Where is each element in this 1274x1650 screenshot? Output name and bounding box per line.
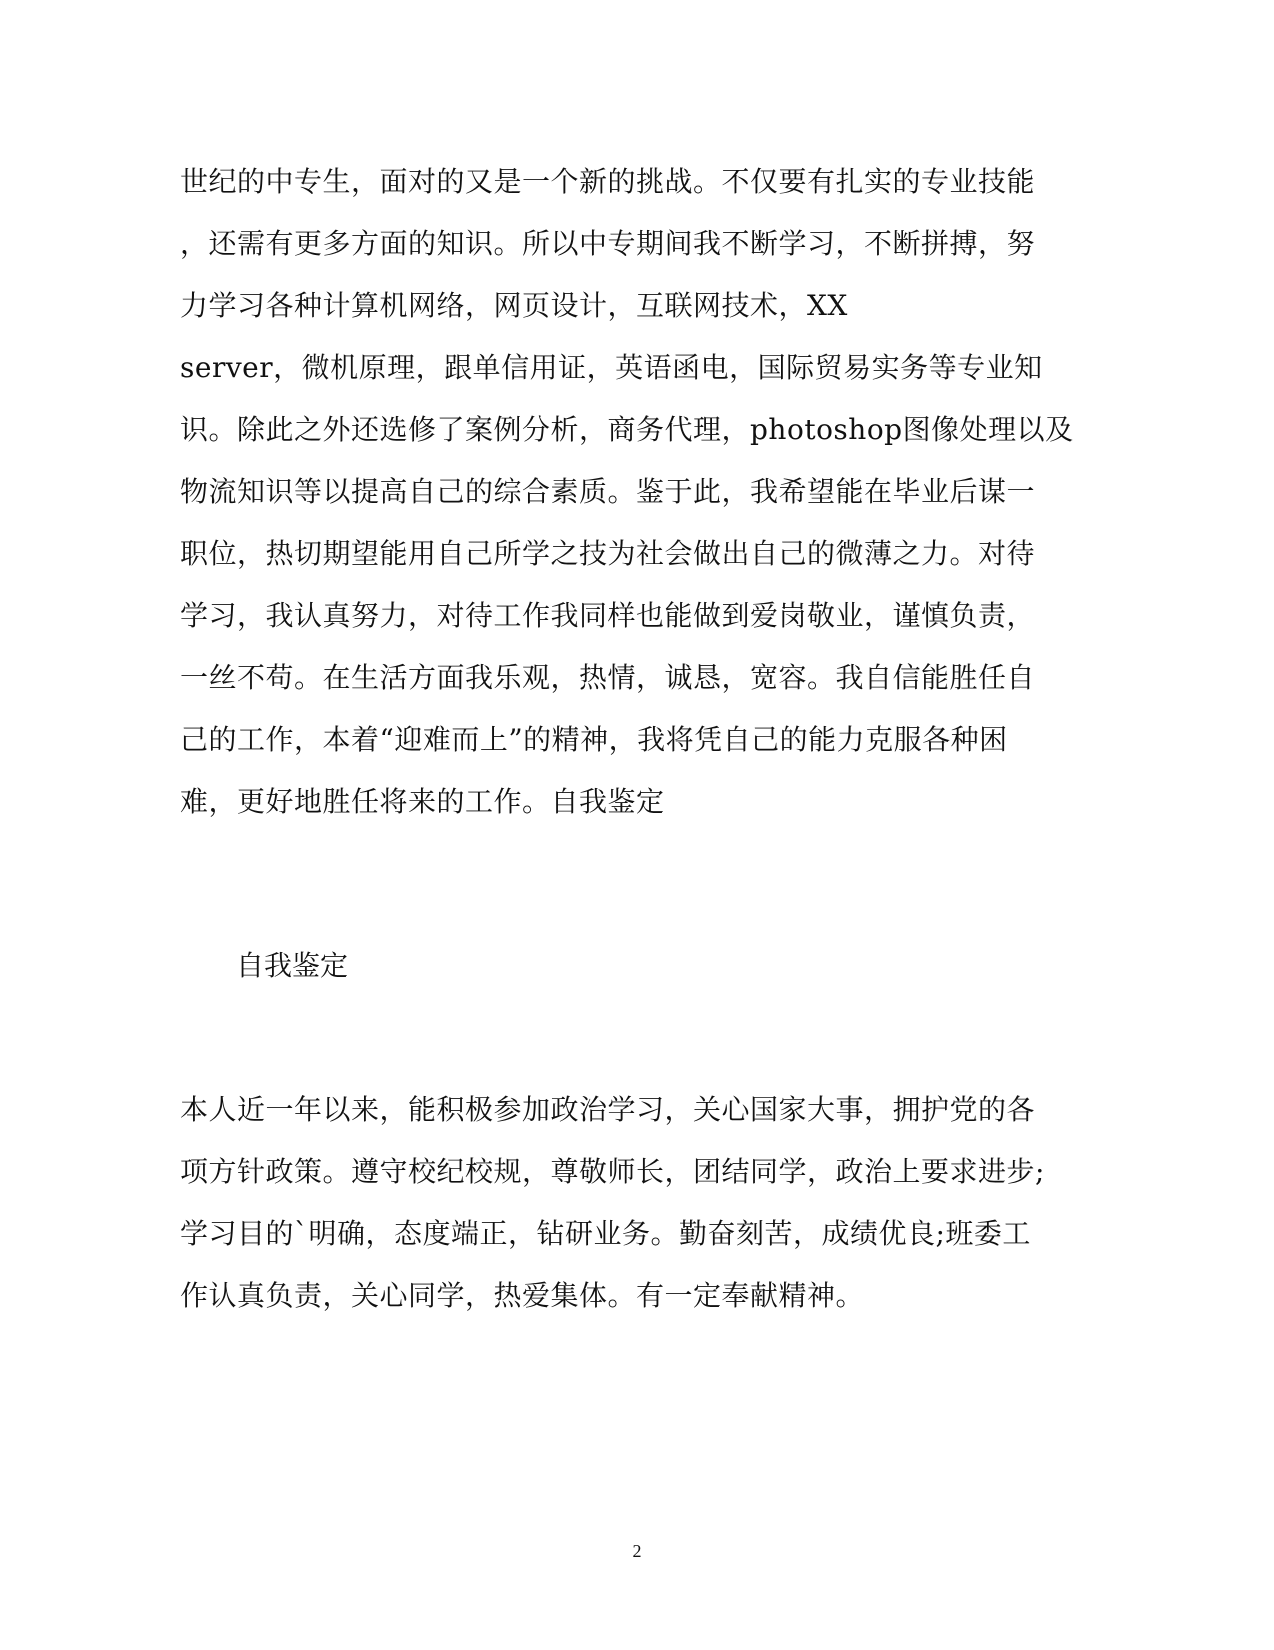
text-line: 本人近一年以来，能积极参加政治学习，关心国家大事，拥护党的各 <box>180 1093 1036 1126</box>
text-line: 识。除此之外还选修了案例分析，商务代理，photoshop图像处理以及 <box>180 413 1074 446</box>
page-number: 2 <box>632 1541 642 1561</box>
text-line: ，还需有更多方面的知识。所以中专期间我不断学习，不断拼搏，努 <box>180 227 1036 260</box>
text-line: server，微机原理，跟单信用证，英语函电，国际贸易实务等专业知 <box>180 351 1043 384</box>
text-line: 力学习各种计算机网络，网页设计，互联网技术，XX <box>180 289 848 322</box>
text-line: 物流知识等以提高自己的综合素质。鉴于此，我希望能在毕业后谋一 <box>180 475 1036 508</box>
text-line: 一丝不苟。在生活方面我乐观，热情，诚恳，宽容。我自信能胜任自 <box>180 661 1036 694</box>
text-line: 学习，我认真努力，对待工作我同样也能做到爱岗敬业，谨慎负责， <box>180 599 1036 632</box>
text-line: 学习目的`明确，态度端正，钻研业务。勤奋刻苦，成绩优良;班委工 <box>180 1217 1031 1250</box>
text-line: 世纪的中专生，面对的又是一个新的挑战。不仅要有扎实的专业技能 <box>180 165 1036 198</box>
text-line: 职位，热切期望能用自己所学之技为社会做出自己的微薄之力。对待 <box>180 537 1036 570</box>
section-heading: 自我鉴定 <box>236 949 349 982</box>
text-line: 难，更好地胜任将来的工作。自我鉴定 <box>180 785 665 818</box>
text-line: 己的工作，本着“迎难而上”的精神，我将凭自己的能力克服各种困 <box>180 723 1008 756</box>
text-line: 项方针政策。遵守校纪校规，尊敬师长，团结同学，政治上要求进步; <box>180 1155 1045 1188</box>
text-line: 作认真负责，关心同学，热爱集体。有一定奉献精神。 <box>180 1279 865 1312</box>
